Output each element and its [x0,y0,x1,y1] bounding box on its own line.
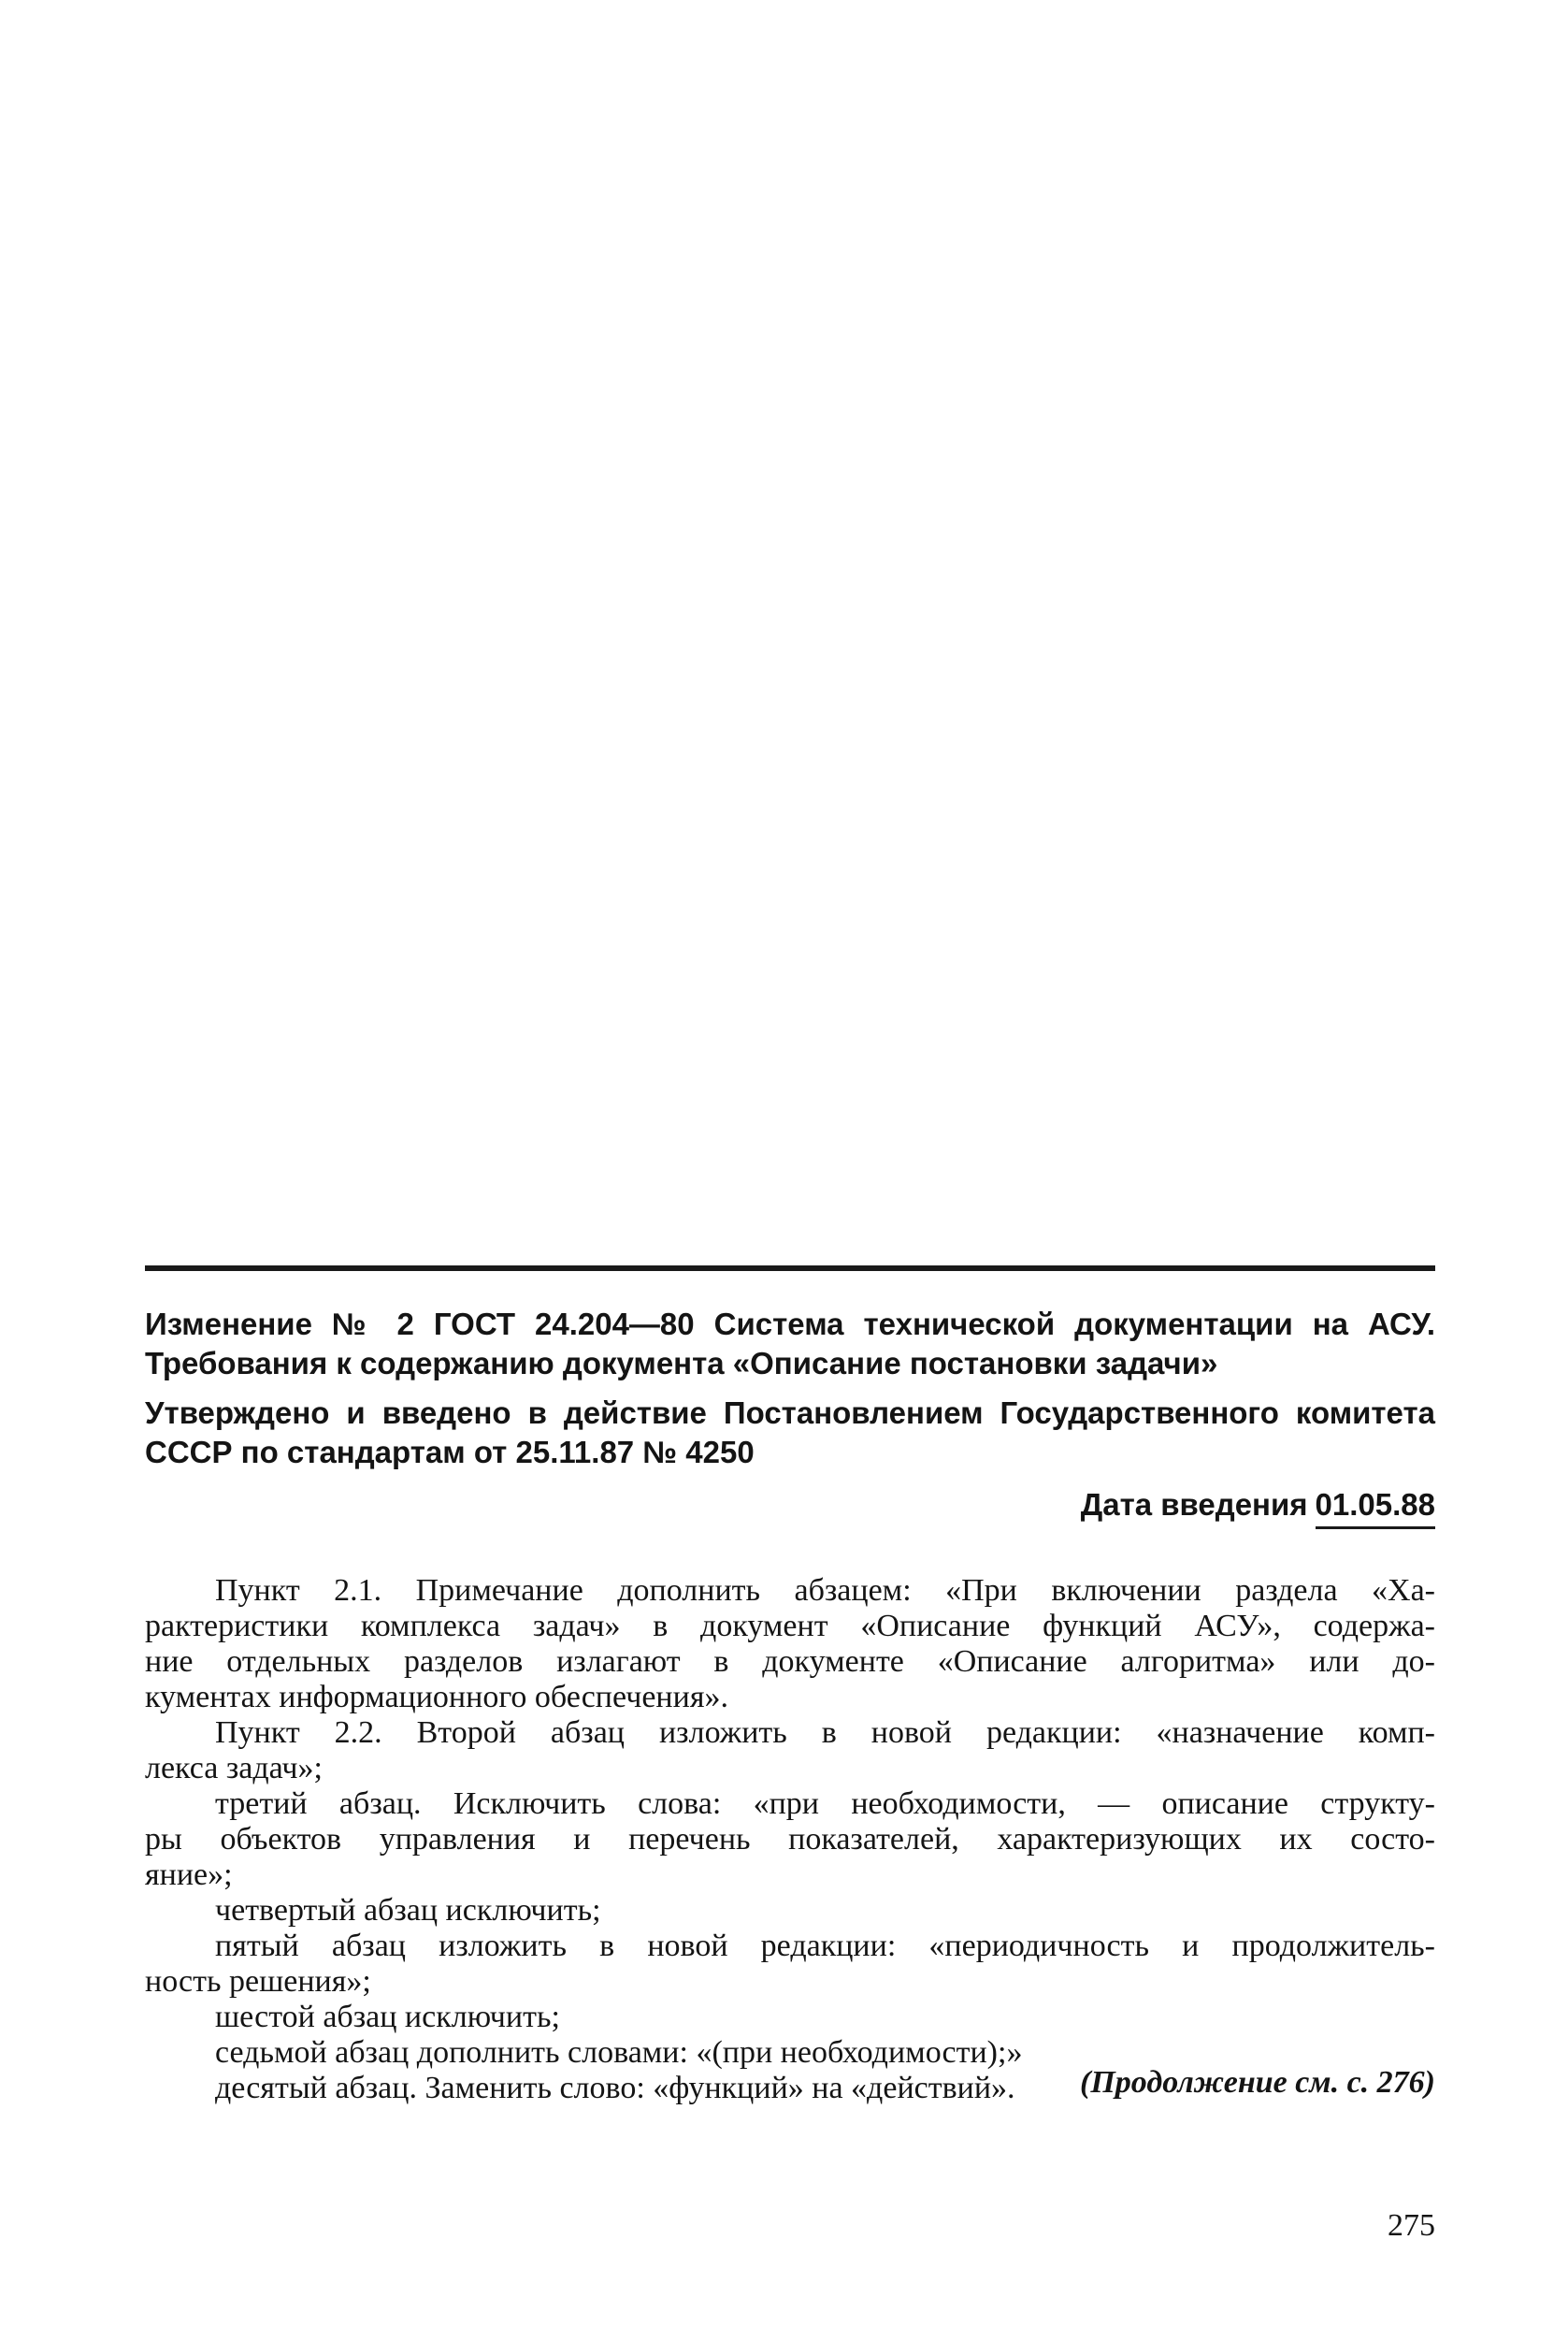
body-line: четвертый абзац исключить; [215,1893,601,1928]
body-line: ность решения»; [145,1964,371,1999]
body-line: десятый абзац. Заменить слово: «функций» на «действий». [215,2071,1015,2105]
body-line: Пункт 2.1. Примечание дополнить абзацем: «При включении раздела «Ха- [215,1573,1435,1608]
horizontal-rule [145,1265,1435,1271]
body-line: ние отдельных разделов излагают в документе «Описание алгоритма» или до- [145,1644,1435,1679]
body-line: ры объектов управления и перечень показателей, характеризующих их состо- [145,1822,1435,1857]
approval-statement [145,1394,1435,1472]
body-line: седьмой абзац дополнить словами: «(при необходимости);» [215,2035,1023,2070]
approval-line-2: СССР по стандартам от 25.11.87 № 4250 [145,1435,755,1469]
body-line: третий абзац. Исключить слова: «при необходимости, — описание структу- [215,1786,1435,1821]
amendment-title-line-2: Требования к содержанию документа «Описание постановки задачи» [145,1346,1218,1380]
page-number: 275 [1388,2208,1435,2243]
body-line: кументах информационного обеспечения». [145,1680,728,1714]
effective-date-value: 01.05.88 [1316,1485,1435,1529]
effective-date-block [1081,1485,1435,1529]
amendment-title-line-1: Изменение № 2 ГОСТ 24.204—80 Система технической документации на АСУ. [145,1307,1435,1341]
effective-date-label: Дата введения [1080,1487,1308,1522]
body-line: яние»; [145,1857,233,1892]
body-line: шестой абзац исключить; [215,2000,560,2034]
amendment-title [145,1305,1435,1383]
continuation-note: (Продолжение см. с. 276) [1080,2065,1435,2100]
body-line: лекса задач»; [145,1751,323,1785]
body-line: рактеристики комплекса задач» в документ «Описание функций АСУ», содержа- [145,1609,1435,1643]
approval-line-1: Утверждено и введено в действие Постановлением Государственного комитета [145,1395,1435,1430]
amendment-body [145,1573,1435,2106]
body-line: Пункт 2.2. Второй абзац изложить в новой редакции: «назначение комп- [215,1715,1435,1750]
body-line: пятый абзац изложить в новой редакции: «периодичность и продолжитель- [215,1929,1435,1963]
